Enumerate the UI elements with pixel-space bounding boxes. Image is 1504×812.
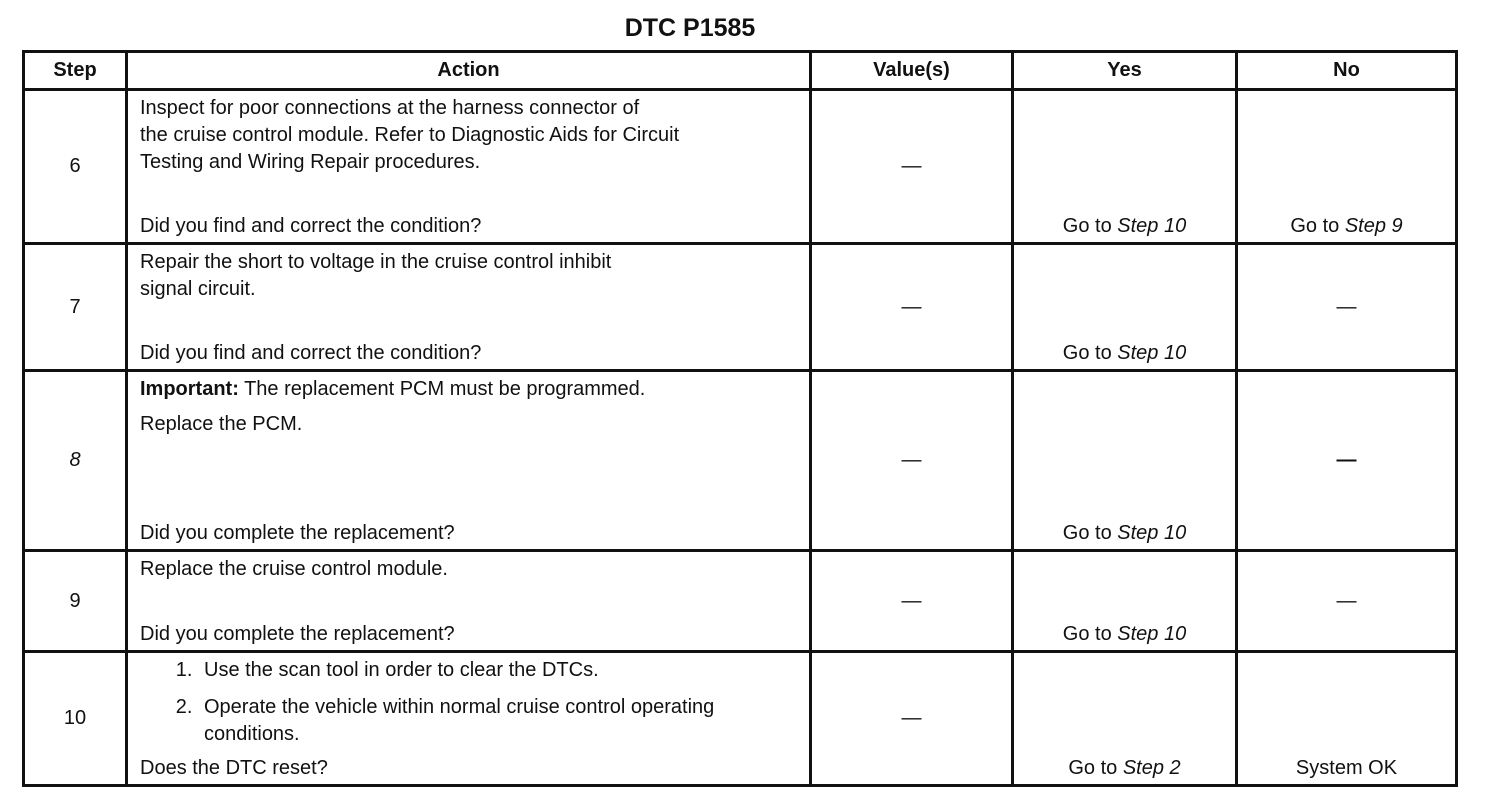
yes-goto: Go to Step 2 bbox=[1068, 757, 1181, 779]
yes-goto: Go to Step 10 bbox=[1062, 215, 1187, 237]
question-text: Did you find and correct the condition? bbox=[140, 342, 482, 364]
question-text: Did you find and correct the condition? bbox=[140, 215, 482, 237]
no-cell bbox=[1237, 652, 1457, 786]
no-cell: — bbox=[1237, 551, 1457, 652]
value-cell: — bbox=[811, 90, 1013, 244]
action-cell bbox=[127, 90, 811, 244]
action-text: Replace the PCM. bbox=[140, 413, 303, 435]
important-note: Important: The replacement PCM must be programmed. bbox=[140, 378, 646, 400]
step-number: 10 bbox=[24, 652, 127, 786]
diagnostic-table bbox=[22, 50, 1458, 787]
action-text: Replace the cruise control module. bbox=[140, 558, 448, 580]
value-cell: — bbox=[811, 652, 1013, 786]
step-number: 6 bbox=[24, 90, 127, 244]
page-title: DTC P1585 bbox=[624, 14, 756, 42]
table-row bbox=[24, 90, 1457, 244]
no-cell: — bbox=[1237, 371, 1457, 551]
no-goto: Go to Step 9 bbox=[1290, 215, 1403, 237]
header-values: Value(s) bbox=[811, 52, 1013, 90]
header-action: Action bbox=[127, 52, 811, 90]
yes-goto: Go to Step 10 bbox=[1062, 522, 1187, 544]
table-row bbox=[24, 652, 1457, 786]
no-text: System OK bbox=[1295, 757, 1398, 779]
yes-cell bbox=[1013, 244, 1237, 371]
action-text: Repair the short to voltage in the cruise control inhibit bbox=[140, 251, 612, 273]
list-item: 1. Use the scan tool in order to clear the DTCs. bbox=[198, 657, 799, 684]
value-cell: — bbox=[811, 551, 1013, 652]
header-step: Step bbox=[24, 52, 127, 90]
no-cell bbox=[1237, 90, 1457, 244]
table-row bbox=[24, 244, 1457, 371]
yes-cell bbox=[1013, 90, 1237, 244]
yes-cell bbox=[1013, 551, 1237, 652]
action-text: signal circuit. bbox=[140, 278, 256, 300]
action-text: Testing and Wiring Repair procedures. bbox=[140, 151, 481, 173]
action-cell bbox=[127, 551, 811, 652]
yes-goto: Go to Step 10 bbox=[1062, 342, 1187, 364]
action-cell bbox=[127, 371, 811, 551]
question-text: Did you complete the replacement? bbox=[140, 522, 455, 544]
important-label: Important: bbox=[140, 378, 239, 400]
step-number: 8 bbox=[24, 371, 127, 551]
header-row bbox=[24, 52, 1457, 90]
action-text: Inspect for poor connections at the harness connector of bbox=[140, 97, 640, 119]
step-number: 7 bbox=[24, 244, 127, 371]
yes-cell bbox=[1013, 371, 1237, 551]
action-cell bbox=[127, 652, 811, 786]
action-cell bbox=[127, 244, 811, 371]
no-cell: — bbox=[1237, 244, 1457, 371]
value-cell: — bbox=[811, 371, 1013, 551]
yes-goto: Go to Step 10 bbox=[1062, 623, 1187, 645]
table-row bbox=[24, 551, 1457, 652]
action-text: the cruise control module. Refer to Diagnostic Aids for Circuit bbox=[140, 124, 680, 146]
table-row bbox=[24, 371, 1457, 551]
yes-cell bbox=[1013, 652, 1237, 786]
question-text: Does the DTC reset? bbox=[140, 757, 328, 779]
value-cell: — bbox=[811, 244, 1013, 371]
header-yes: Yes bbox=[1013, 52, 1237, 90]
step-number: 9 bbox=[24, 551, 127, 652]
action-list bbox=[140, 657, 799, 748]
list-item: 2. Operate the vehicle within normal cruise control operating conditions. bbox=[198, 694, 799, 748]
question-text: Did you complete the replacement? bbox=[140, 623, 455, 645]
header-no: No bbox=[1237, 52, 1457, 90]
